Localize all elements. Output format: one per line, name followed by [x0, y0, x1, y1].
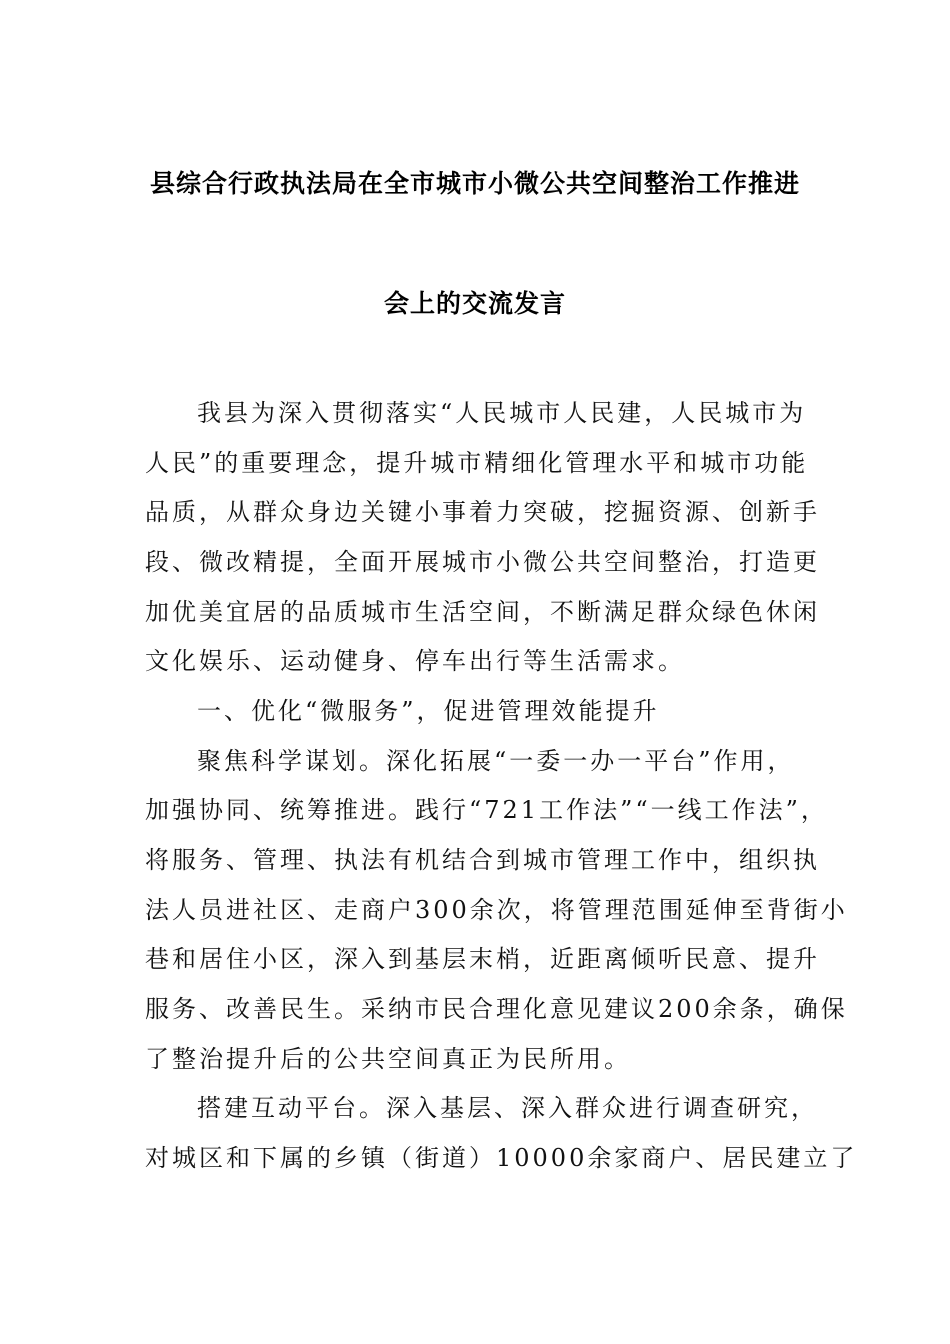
- body-line: 加强协同、统筹推进。践行“721工作法”“一线工作法”，: [145, 796, 828, 824]
- body-line: 将服务、管理、执法有机结合到城市管理工作中，组织执: [145, 846, 820, 874]
- body-line: 了整治提升后的公共空间真正为民所用。: [145, 1045, 631, 1073]
- body-line: 品质，从群众身边关键小事着力突破，挖掘资源、创新手: [145, 498, 820, 526]
- body-line: 对城区和下属的乡镇（街道）10000余家商户、居民建立了: [145, 1144, 858, 1172]
- document-title-line-2: 会上的交流发言: [383, 289, 566, 318]
- section-heading: 一、优化“微服务”，促进管理效能提升: [197, 697, 660, 725]
- body-line: 聚焦科学谋划。深化拓展“一委一办一平台”作用，: [197, 747, 795, 775]
- body-line: 文化娱乐、运动健身、停车出行等生活需求。: [145, 647, 685, 675]
- body-line: 服务、改善民生。采纳市民合理化意见建议200余条，确保: [145, 995, 848, 1023]
- body-line: 我县为深入贯彻落实“人民城市人民建，人民城市为: [197, 399, 807, 427]
- body-line: 人民”的重要理念，提升城市精细化管理水平和城市功能: [145, 449, 809, 477]
- document-title-line-1: 县综合行政执法局在全市城市小微公共空间整治工作推进: [149, 169, 800, 198]
- body-line: 巷和居住小区，深入到基层末梢，近距离倾听民意、提升: [145, 945, 820, 973]
- body-line: 段、微改精提，全面开展城市小微公共空间整治，打造更: [145, 548, 820, 576]
- body-line: 法人员进社区、走商户300余次，将管理范围延伸至背街小: [145, 896, 848, 924]
- body-line: 搭建互动平台。深入基层、深入群众进行调查研究，: [197, 1094, 818, 1122]
- body-line: 加优美宜居的品质城市生活空间，不断满足群众绿色休闲: [145, 598, 820, 626]
